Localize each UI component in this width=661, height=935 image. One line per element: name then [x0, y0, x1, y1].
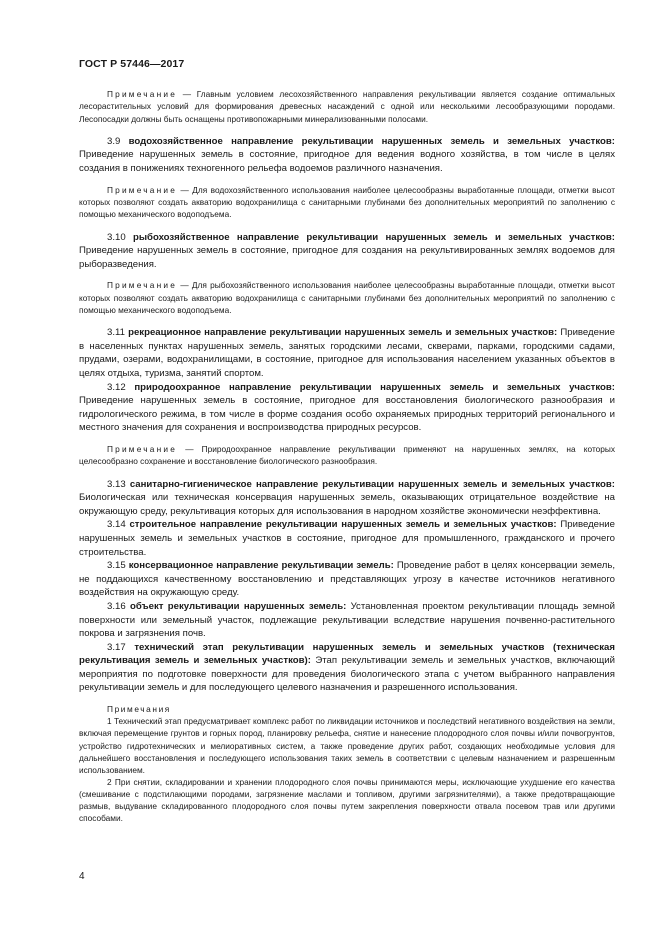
note-fishery: [79, 279, 615, 316]
clause-number: 3.15: [107, 560, 126, 572]
clause-number: 3.17: [107, 641, 126, 653]
clause-number: 3.9: [107, 135, 121, 147]
note-text: — Для рыбохозяйственного использования наиболее целесообразны выработанные площади, отметки высот которых позволяют создать акваторию водохранилища с санитарными глубинами без дополнительных мероприятий по заполнению с помощью механического водоподъема.: [79, 280, 616, 315]
clause-term: санитарно-гигиеническое направление рекультивации нарушенных земель и земельных участков:: [129, 478, 615, 490]
note-text: — Главным условием лесохозяйственного направления рекультивации является создание оптимальных лесорастительных условий для формирования древесных насаждений с одной или несколькими лесообразующими породами. Лесопосадки должны быть оснащены противопожарными минерализованными полосами.: [79, 89, 615, 124]
note-label: Примечание: [107, 443, 178, 454]
clause-term: рыбохозяйственное направление рекультивации нарушенных земель и земельных участков:: [132, 231, 615, 243]
clause-text: Приведение нарушенных земель в состояние, пригодное для восстановления биологического разнообразия и гидрологического режима, в том числе в форме создания особо охраняемых природных территорий регионального и местного значения для сохранения и воспроизводства природных ресурсов.: [79, 395, 615, 434]
note-text: — Природоохранное направление рекультивации применяют на нарушенных землях, на которых целесообразно сохранение и восстановление биологического разнообразия.: [79, 443, 615, 467]
clause-number: 3.16: [107, 600, 126, 612]
clause-3-10: [79, 231, 615, 272]
note-nature: [79, 443, 615, 468]
clause-number: 3.13: [107, 478, 126, 490]
clause-text: Приведение нарушенных земель в состояние, пригодное для ведения водного хозяйства, в том числе в целях создания в понижениях техногенного рельефа водоемов различного назначения.: [79, 149, 615, 175]
note-forestry: [79, 88, 615, 125]
clause-3-16: [79, 600, 615, 641]
clause-term: водохозяйственное направление рекультивации нарушенных земель и земельных участков:: [128, 135, 615, 147]
clause-3-11: [79, 326, 615, 380]
clause-3-12: [79, 381, 615, 435]
notes-heading: Примечания: [107, 704, 171, 715]
final-note-1: 1 Технический этап предусматривает комплекс работ по ликвидации источников и последствий негативного воздействия на земли, включая перемещение грунтов и горных пород, планировку рельефа, снятие и нанесение плодородного слоя почвы и/или почвогрунтов, устройство гидротехнических и мелиоративных систем, а также проведение других работ, создающих необходимые условия для дальнейшего восстановления и последующего использования таких земель в соответствии с целевым назначением и разрешенным использованием.: [79, 716, 615, 775]
clause-number: 3.12: [107, 381, 126, 393]
page-number: 4: [79, 871, 85, 882]
clause-number: 3.14: [107, 519, 126, 531]
note-label: Примечание: [107, 184, 178, 195]
clause-term: природоохранное направление рекультивации нарушенных земель и земельных участков:: [134, 381, 615, 393]
clause-3-14: [79, 518, 615, 559]
clause-term: технический этап рекультивации нарушенных земель и земельных участков (техническая рекультивация земель и земельных участков):: [79, 641, 615, 667]
clause-term: строительное направление рекультивации нарушенных земель и земельных участков:: [129, 519, 557, 531]
note-label: Примечание: [107, 89, 178, 99]
clause-text: Проведение работ в целях консервации земель, не поддающихся качественному восстановлению и представляющих угрозу в качестве источников негативного воздействия на окружающую среду.: [79, 560, 615, 599]
note-text: — Для водохозяйственного использования наиболее целесообразны выработанные площади, отметки высот которых позволяют создать акваторию водохранилища с санитарными глубинами без дополнительных мероприятий по заполнению с помощью механического водоподъема.: [79, 184, 615, 220]
page-content: [79, 88, 615, 824]
clause-3-9: [79, 135, 615, 176]
final-note-2: 2 При снятии, складировании и хранении плодородного слоя почвы принимаются меры, исключающие ухудшение его качества (смешивание с подстилающими породами, загрязнение маслами и топливом, другими загрязнителями), а также предотвращающие размыв, выдувание складированного плодородного слоя почвы путем закрепления поверхности отвала посевом трав или другими способами.: [79, 776, 615, 824]
clause-3-17: [79, 641, 615, 695]
clause-term: консервационное направление рекультивации земель:: [128, 560, 394, 572]
note-water: [79, 184, 615, 221]
clause-number: 3.11: [107, 327, 125, 339]
clause-text: Приведение нарушенных земель в состояние, пригодное для создания на рекультивированных землях водоемов для рыборазведения.: [79, 245, 615, 270]
clause-text: Приведение нарушенных земель и земельных участков в состояние, пригодное для промышленного, гражданского и прочего строительства.: [79, 519, 615, 558]
clause-text: Биологическая или техническая консервация нарушенных земель, оказывающих отрицательное воздействие на окружающую среду, рекультивация которых для использования в народном хозяйстве экономически неэффективна.: [79, 492, 615, 517]
clause-text: Приведение в населенных пунктах нарушенных земель, занятых городскими лесами, скверами, парками, городскими садами, прудами, озерами, водохранилищами, в состояние, пригодное для использования населением указанных объектов в целях отдыха, туризма, занятий спортом.: [79, 327, 615, 380]
clause-3-13: [79, 478, 615, 519]
clause-text: Этап рекультивации земель и земельных участков, включающий мероприятия по подготовке поверхности для проведения биологического этапа с учетом выбранного направления рекультивации земель и для последующего целевого назначения и разрешенного использования.: [79, 655, 615, 694]
document-header: ГОСТ Р 57446—2017: [79, 58, 185, 70]
clause-3-15: [79, 559, 615, 600]
clause-text: Установленная проектом рекультивации площадь земной поверхности или земельный участок, подлежащие рекультивации вследствие нарушения почвенно-растительного покрова и загрязнения почв.: [79, 600, 615, 640]
clause-number: 3.10: [107, 231, 126, 243]
clause-term: рекреационное направление рекультивации нарушенных земель и земельных участков:: [128, 327, 558, 339]
note-label: Примечание: [107, 280, 178, 291]
clause-term: объект рекультивации нарушенных земель:: [130, 600, 347, 612]
